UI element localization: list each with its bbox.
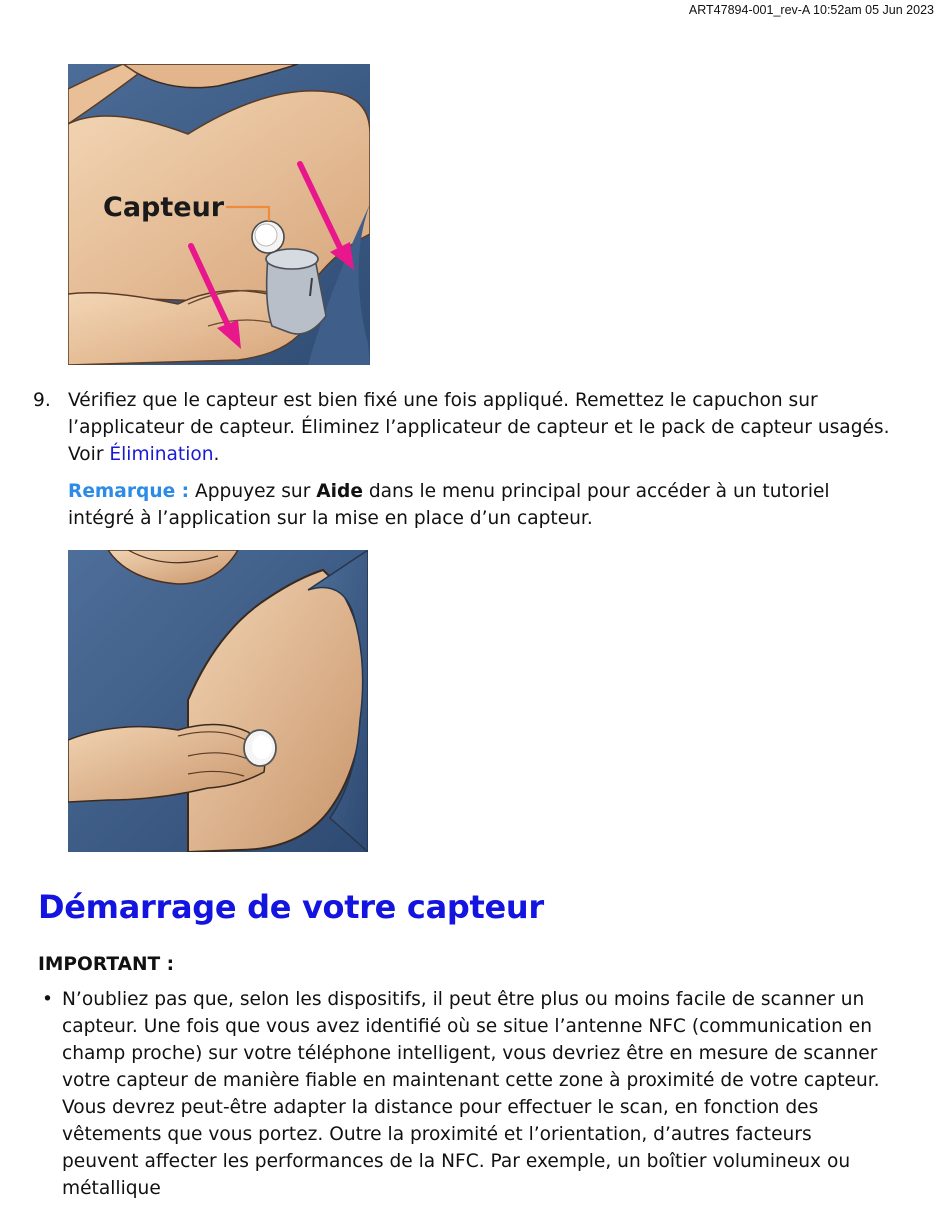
sensor-disc-icon — [252, 221, 284, 253]
important-bullet-list — [38, 986, 888, 1202]
sensor-press-illustration — [68, 550, 368, 852]
step-text-end: . — [213, 444, 220, 465]
figure-label-capteur: Capteur — [103, 192, 225, 223]
step-text-body: Vérifiez que le capteur est bien fixé une fois appliqué. Remettez le capuchon sur l’applicateur de capteur. Éliminez l’applicateur de capteur et le pack de capteur usagés. Voir — [68, 390, 890, 465]
note-label: Remarque : — [68, 481, 190, 502]
sensor-applicator-icon — [266, 249, 326, 334]
step-text — [68, 387, 893, 468]
document-stamp: ART47894-001_rev-A 10:52am 05 Jun 2023 — [688, 3, 934, 17]
note-paragraph — [68, 478, 898, 532]
sensor-application-illustration — [68, 64, 370, 365]
note-text-2: dans le menu principal pour accéder à un tutoriel intégré à l’application sur la mise en place d’un capteur. — [68, 481, 830, 529]
note-bold-aide: Aide — [316, 481, 363, 502]
step-9 — [33, 387, 893, 468]
sensor-disc-icon — [244, 730, 276, 766]
bullet-text: N’oubliez pas que, selon les dispositifs, il peut être plus ou moins facile de scanner un capteur. Une fois que vous avez identifié où se situe l’antenne NFC (communication en champ proche) sur votre téléphone intelligent, vous devriez être en mesure de scanner votre capteur de manière fiable en maintenant cette zone à proximité de votre capteur. Vous devrez peut-être adapter la distance pour effectuer le scan, en fonction des vêtements que vous portez. Outre la proximité et l’orientation, d’autres facteurs peuvent affecter les performances de la NFC. Par exemple, un boîtier volumineux ou métallique — [62, 989, 880, 1199]
bullet-dot-icon: • — [42, 989, 53, 1010]
step-number: 9. — [33, 390, 51, 411]
section-title: Démarrage de votre capteur — [38, 888, 544, 926]
list-item — [38, 986, 888, 1202]
note-text-1: Appuyez sur — [189, 481, 317, 502]
important-label: IMPORTANT : — [38, 954, 175, 975]
elimination-link[interactable]: Élimination — [109, 444, 214, 465]
